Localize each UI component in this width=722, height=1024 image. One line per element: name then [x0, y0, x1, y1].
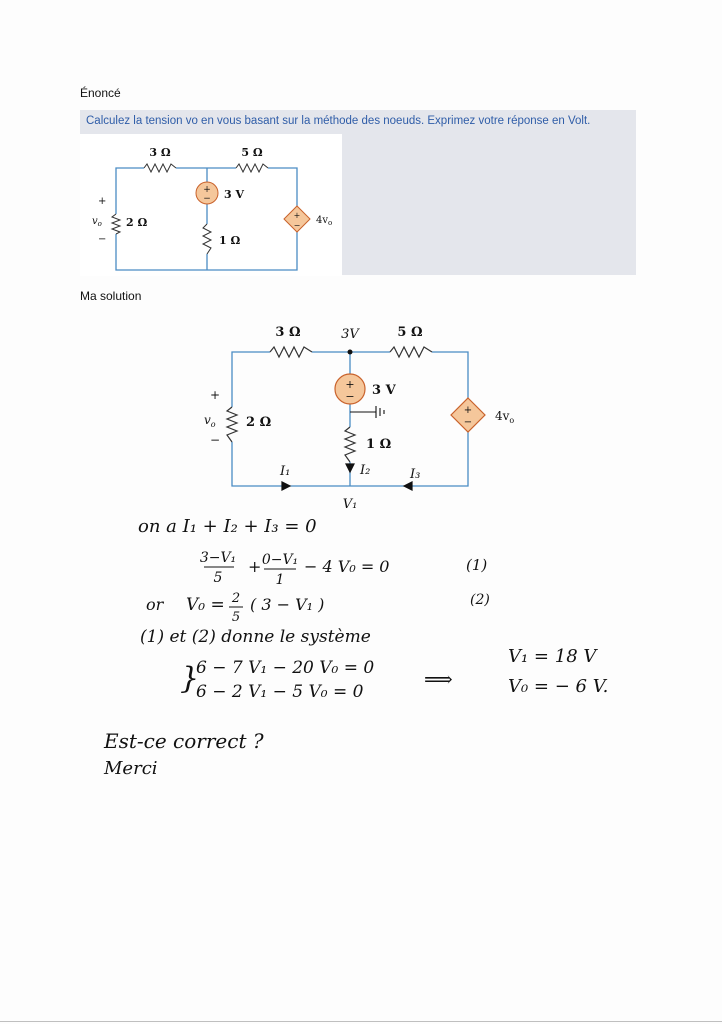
dep-source-plus: +	[293, 211, 301, 220]
solution-label-2-ohm: 2 Ω	[246, 415, 272, 430]
result-vo: V₀ = − 6 V.	[508, 676, 609, 697]
label-3-volt: 3 V	[224, 188, 245, 201]
solution-dep-plus: +	[463, 405, 473, 416]
solution-label-4vo: $4v_o$	[495, 409, 515, 425]
annotation-i1: I₁	[280, 464, 291, 479]
heading-enonce: Énoncé	[80, 86, 121, 100]
solution-label-3-volt: 3 V	[372, 383, 396, 398]
linear-system	[180, 658, 453, 702]
solution-vo-minus: −	[210, 433, 221, 447]
vo-plus: +	[98, 196, 107, 207]
eq2-rhs: ( 3 − V₁ )	[250, 595, 325, 614]
dep-source-minus: −	[293, 221, 301, 230]
question-text: Est-ce correct ?	[104, 729, 264, 753]
implies-arrow: ⟹	[424, 667, 453, 691]
solution-label-3-ohm: 3 Ω	[275, 325, 301, 340]
eq1-frac2-den: 1	[275, 572, 285, 588]
annotation-node-v1: V₁	[342, 497, 358, 512]
page-bottom-edge	[0, 1021, 722, 1022]
annotation-node-3v: 3V	[341, 327, 359, 342]
eq2-tag: (2)	[470, 592, 490, 608]
thanks-text: Merci	[104, 758, 158, 779]
eq2-num: 2	[231, 591, 241, 606]
solution-source-minus: −	[345, 390, 355, 403]
label-2-ohm: 2 Ω	[126, 216, 148, 229]
source-minus-sign: −	[203, 194, 211, 204]
eq2-lhs: V₀ =	[186, 595, 225, 615]
system-line-1: 6 − 7 V₁ − 20 V₀ = 0	[196, 658, 375, 678]
eq1-rest: − 4 V₀ = 0	[304, 557, 390, 576]
label-1-ohm: 1 Ω	[219, 234, 241, 247]
problem-statement-text: Calculez la tension vo en vous basant sur la méthode des noeuds. Exprimez votre réponse en Volt.	[86, 115, 591, 127]
eq1-tag: (1)	[466, 556, 488, 574]
eq1-frac1-den: 5	[213, 570, 223, 586]
system-line-2: 6 − 2 V₁ − 5 V₀ = 0	[196, 682, 364, 702]
label-3-ohm: 3 Ω	[149, 146, 171, 159]
heading-solution: Ma solution	[80, 289, 142, 303]
svg-text:+: +	[248, 557, 262, 576]
result-v1: V₁ = 18 V	[508, 646, 597, 667]
solution-dep-minus: −	[463, 417, 473, 428]
solution-vo-label: $v_o$	[204, 413, 216, 429]
vo-minus: −	[98, 234, 107, 245]
solution-vo-plus: +	[210, 388, 221, 402]
eq2-den: 5	[231, 610, 241, 625]
vo-label: $v_o$	[92, 216, 102, 228]
source-plus-sign: +	[203, 185, 211, 195]
label-5-ohm: 5 Ω	[241, 146, 263, 159]
results	[508, 646, 608, 697]
eq2-or: or	[146, 595, 164, 614]
svg-text:}: }	[180, 661, 200, 696]
equation-1	[200, 550, 488, 588]
line-node-equation: on a I₁ + I₂ + I₃ = 0	[138, 516, 317, 537]
system-intro: (1) et (2) donne le système	[140, 627, 371, 647]
annotation-i3: I₃	[410, 467, 421, 482]
eq1-frac1-num: 3−V₁	[199, 550, 237, 566]
solution-label-5-ohm: 5 Ω	[397, 325, 423, 340]
eq1-frac2-num: 0−V₁	[261, 552, 299, 568]
solution-label-1-ohm: 1 Ω	[366, 437, 392, 452]
solution-source-plus: +	[345, 378, 355, 391]
equation-2	[146, 591, 490, 625]
label-4vo: $4v_o$	[316, 215, 333, 227]
annotation-i2: I₂	[360, 463, 371, 478]
